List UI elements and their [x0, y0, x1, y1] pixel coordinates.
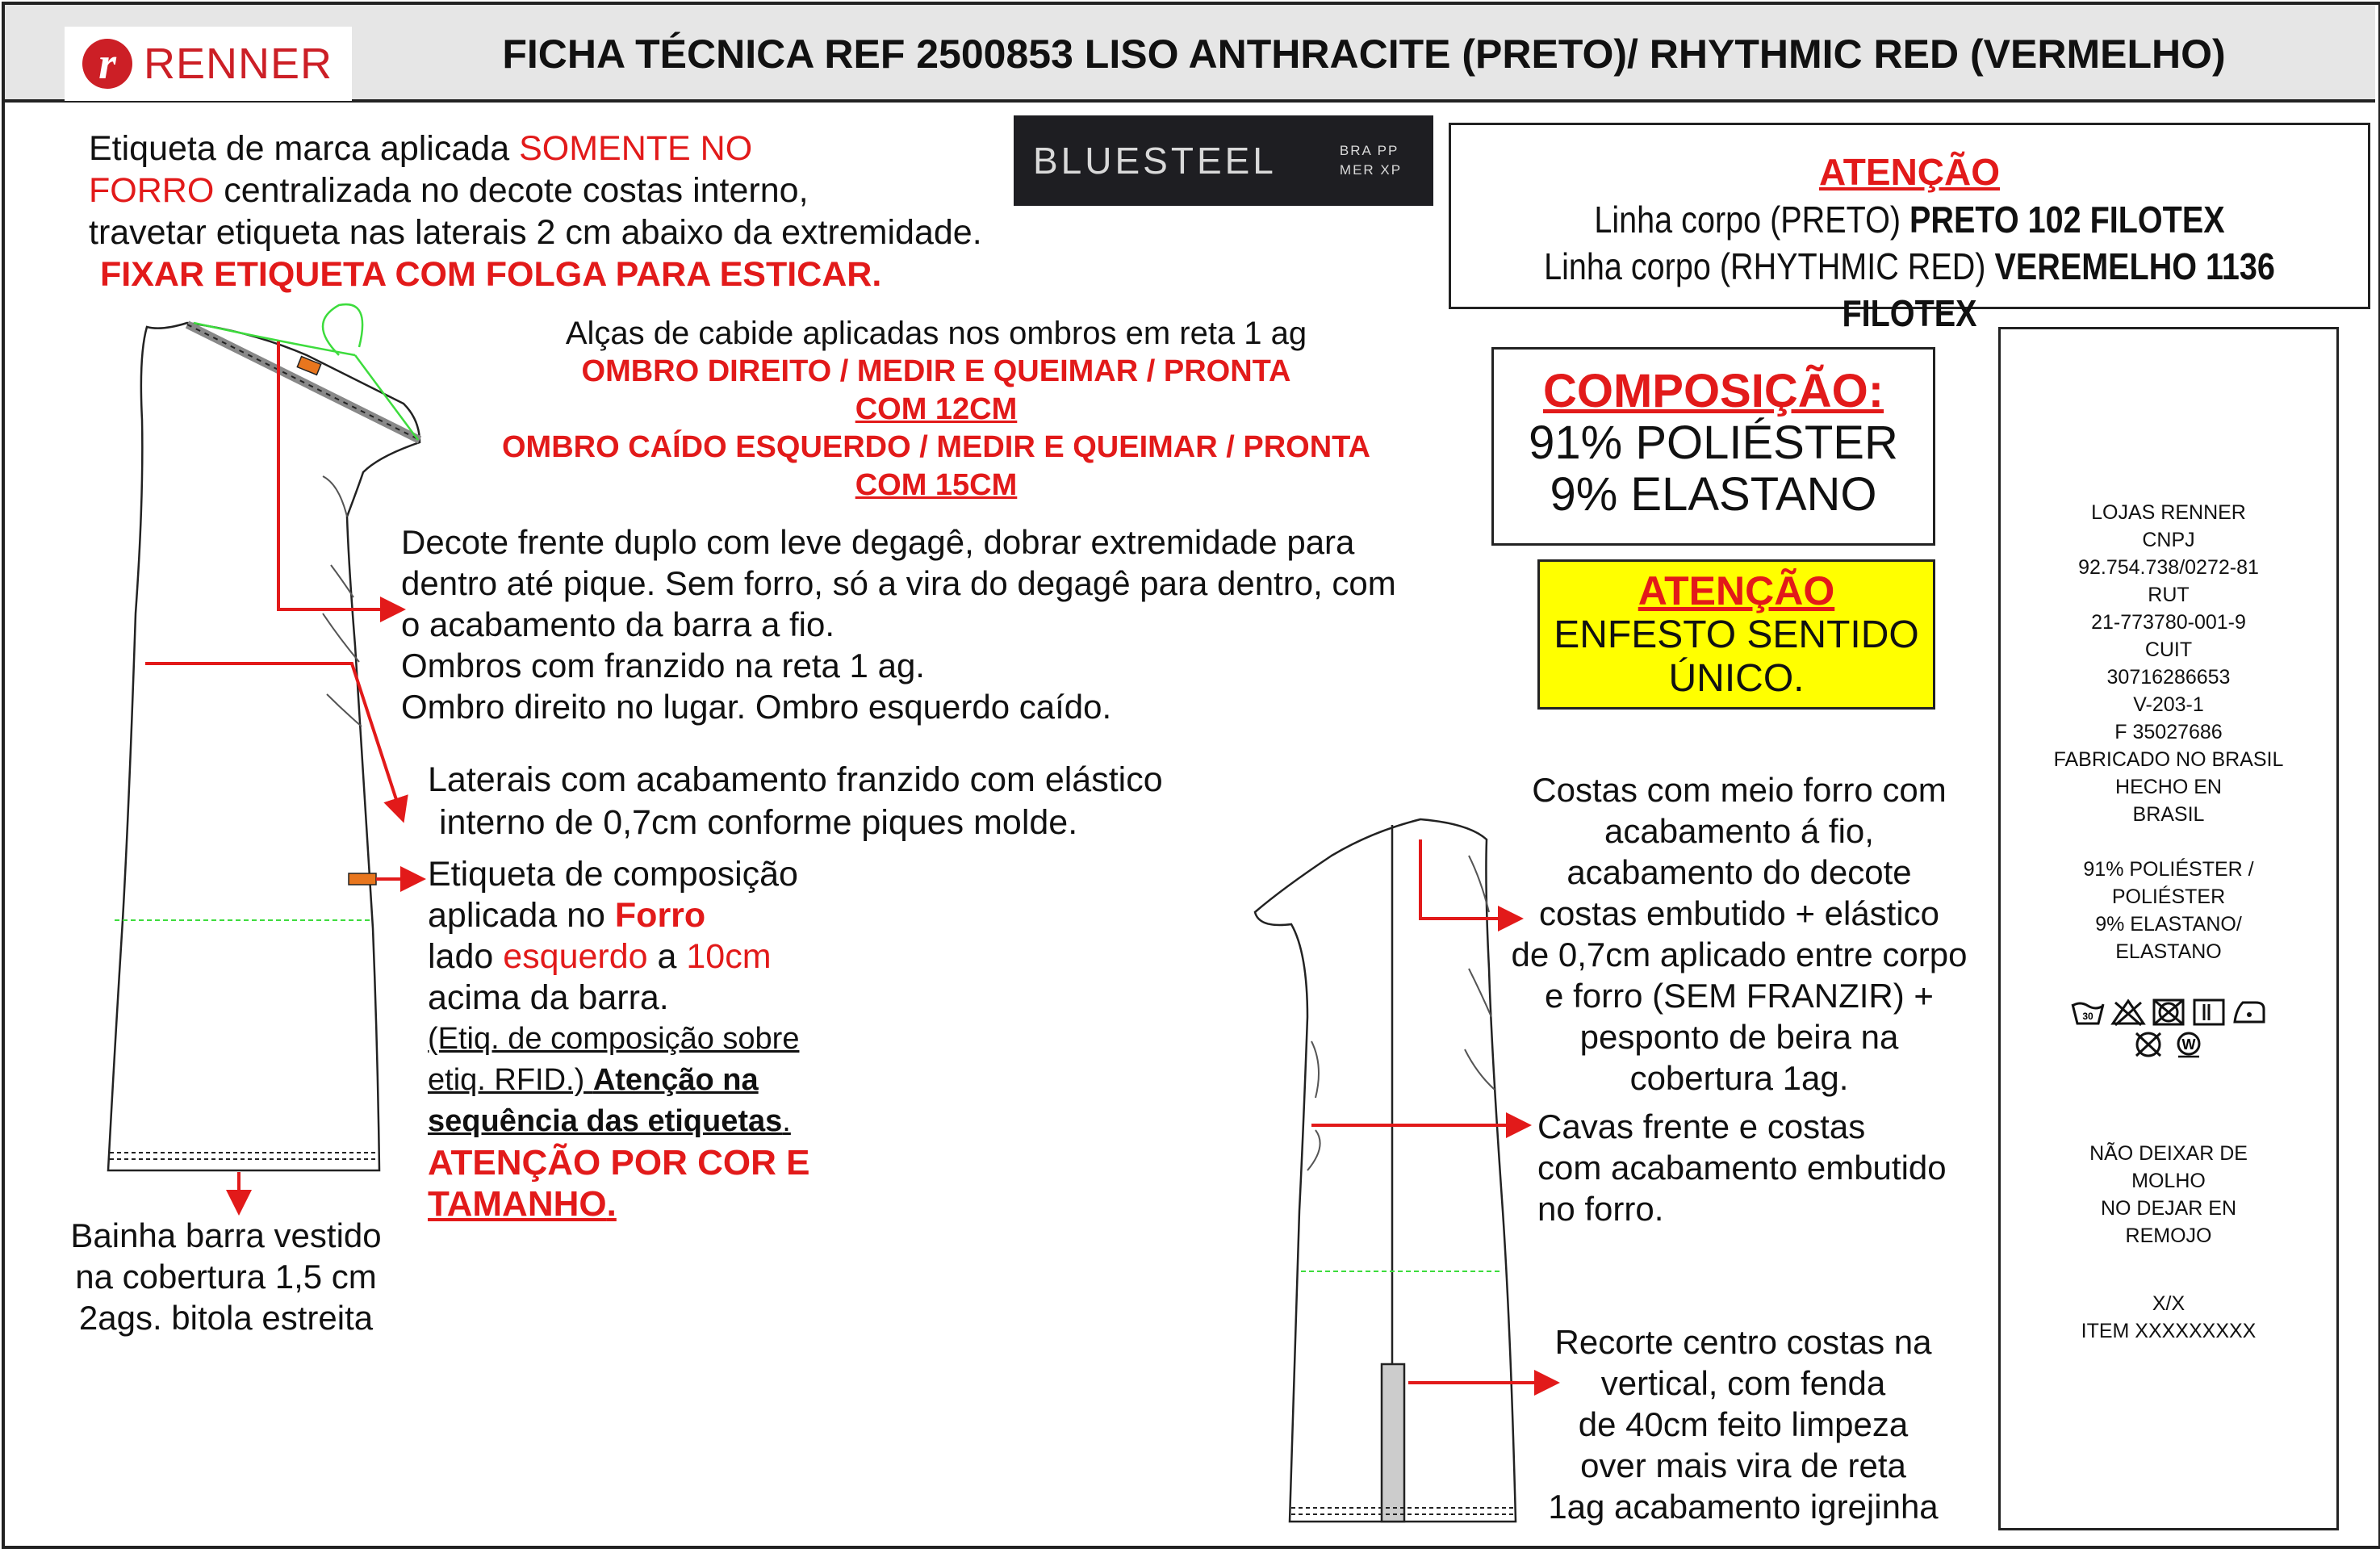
brand-label-line1: Etiqueta de marca aplicada SOMENTE NO — [89, 129, 753, 168]
composition-label-note: Etiqueta de composição aplicada no Forro lado esquerdo a 10cm acima da barra. (Etiq. de composição sobre etiq. RFID.) Atenção na sequência das etiquetas. ATENÇÃO POR COR E TAMANHO. — [428, 855, 810, 1224]
brand-logo — [65, 27, 352, 101]
care-symbols-row2 — [2001, 1030, 2336, 1059]
armholes-note: Cavas frente e costas com acabamento embutido no forro. — [1537, 1107, 1947, 1228]
hanger-loops-note: Alças de cabide aplicadas nos ombros em reta 1 ag OMBRO DIREITO / MEDIR E QUEIMAR / PRONTA COM 12CM OMBRO CAÍDO ESQUERDO / MEDIR E QUEIMAR / PRONTA COM 15CM — [501, 316, 1370, 502]
brand-mark-icon: r — [82, 39, 132, 89]
back-seam-note: Recorte centro costas na vertical, com fenda de 40cm feito limpeza over mais vira de reta 1ag acabamento igrejinha — [1548, 1323, 1939, 1526]
sides-note: Laterais com acabamento franzido com elástico interno de 0,7cm conforme piques molde. — [428, 760, 1163, 842]
thread-attention-box — [1449, 123, 2370, 334]
brand-label-line3: travetar etiqueta nas laterais 2 cm abaixo da extremidade. — [89, 213, 982, 252]
hem-note: Bainha barra vestido na cobertura 1,5 cm 2ags. bitola estreita — [70, 1216, 382, 1337]
neckline-note: Decote frente duplo com leve degagê, dobrar extremidade para dentro até pique. Sem forro, só a vira do degagê para dentro, com o acabamento da barra a fio. Ombros com franzido na reta 1 ag. Ombro direito no lugar. Ombro esquerdo caído. — [401, 523, 1396, 726]
care-label-composition: 91% POLIÉSTER / POLIÉSTER 9% ELASTANO/ ELASTANO — [2083, 858, 2254, 963]
iron-low-icon — [2232, 998, 2267, 1027]
no-dry-clean-icon — [2131, 1030, 2166, 1059]
spreading-line2: ÚNICO. — [1668, 657, 1805, 700]
brand-label-note — [89, 128, 982, 295]
svg-text:W: W — [2181, 1036, 2196, 1053]
spreading-title: ATENÇÃO — [1638, 568, 1835, 613]
line-dry-icon — [2191, 998, 2227, 1027]
back-lining-note: Costas com meio forro com acabamento á fio, acabamento do decote costas embutido + elástico de 0,7cm aplicado entre corpo e forro (SEM FRANZIR) + pesponto de beira na cobertura 1ag. — [1511, 771, 1968, 1097]
svg-text:30: 30 — [2082, 1011, 2093, 1022]
care-symbols-row1 — [2001, 998, 2336, 1027]
composition-polyester: 91% POLIÉSTER — [1529, 417, 1898, 469]
care-label-company: LOJAS RENNER CNPJ 92.754.738/0272-81 RUT 21-773780-001-9 CUIT 30716286653 V-203-1 F 35027686 FABRICADO NO BRASIL HECHO EN BRASIL — [2053, 501, 2284, 826]
thread-line-red: Linha corpo (RHYTHMIC RED) VEREMELHO 1136 FILOTEX — [1544, 245, 2275, 334]
thread-line-black: Linha corpo (PRETO) PRETO 102 FILOTEX — [1594, 199, 2225, 241]
brand-label-warning: FIXAR ETIQUETA COM FOLGA PARA ESTICAR. — [100, 255, 882, 294]
spreading-line1: ENFESTO SENTIDO — [1554, 613, 1919, 656]
gentle-wet-clean-icon — [2171, 1030, 2206, 1059]
composition-box — [1491, 347, 1935, 546]
brand-tag-name: BLUESTEEL — [1033, 140, 1277, 182]
page-title: FICHA TÉCNICA REF 2500853 LISO ANTHRACITE (PRETO)/ RHYTHMIC RED (VERMELHO) — [502, 31, 2226, 77]
brand-name: RENNER — [144, 40, 333, 88]
thread-attention-title: ATENÇÃO — [1818, 151, 2001, 193]
brand-label-line2: FORRO centralizada no decote costas interno, — [89, 171, 809, 210]
no-tumble-dry-icon — [2151, 998, 2186, 1027]
brand-tag-image — [1014, 115, 1433, 206]
care-label-item: ITEM XXXXXXXXX — [2081, 1320, 2257, 1342]
wash-30-icon — [2070, 998, 2106, 1027]
care-label — [1998, 327, 2339, 1530]
composition-elastane: 9% ELASTANO — [1550, 468, 1877, 521]
brand-tag-sizes: BRA PP MER XP — [1339, 143, 1403, 178]
care-label-warning: NÃO DEIXAR DE MOLHO NO DEJAR EN REMOJO — [2089, 1142, 2248, 1247]
care-label-size: X/X — [2152, 1292, 2186, 1315]
spreading-attention-box — [1537, 559, 1935, 710]
no-bleach-icon — [2110, 998, 2146, 1027]
composition-title: COMPOSIÇÃO: — [1542, 365, 1884, 417]
